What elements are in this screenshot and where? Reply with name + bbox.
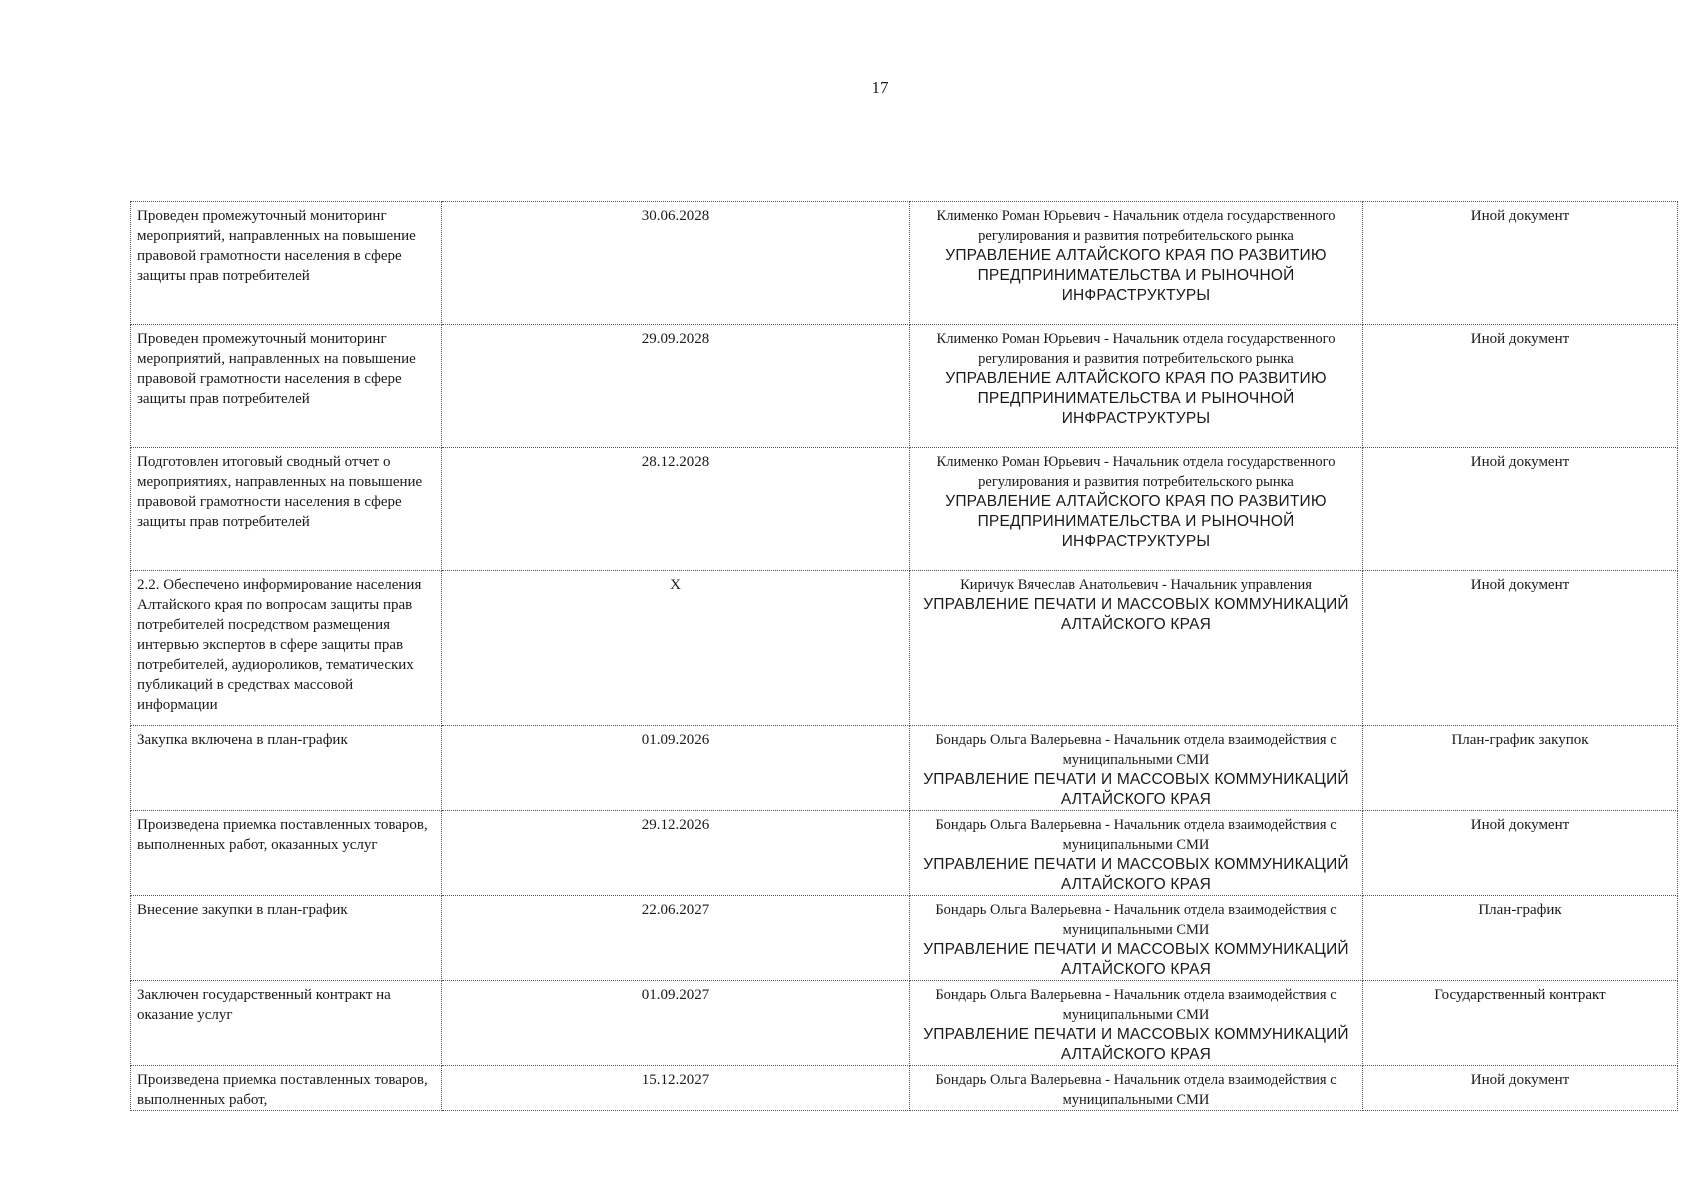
event-cell: Заключен государственный контракт на оказание услуг (131, 981, 442, 1066)
table-row (131, 726, 1678, 811)
event-cell: 2.2. Обеспечено информирование населения Алтайского края по вопросам защиты прав потребителей посредством размещения интервью экспертов в сфере защиты прав потребителей, аудиороликов, тематических публикаций в средствах массовой информации (131, 571, 442, 726)
table-row (131, 981, 1678, 1066)
responsible-org: УПРАВЛЕНИЕ АЛТАЙСКОГО КРАЯ ПО РАЗВИТИЮ ПРЕДПРИНИМАТЕЛЬСТВА И РЫНОЧНОЙ ИНФРАСТРУКТУРЫ (945, 493, 1327, 550)
document-type-cell: Иной документ (1363, 325, 1678, 448)
responsible-cell (910, 896, 1363, 981)
responsible-person: Бондарь Ольга Валерьевна - Начальник отдела взаимодействия с муниципальными СМИ (935, 732, 1337, 768)
responsible-cell (910, 448, 1363, 571)
responsible-org: УПРАВЛЕНИЕ ПЕЧАТИ И МАССОВЫХ КОММУНИКАЦИЙ АЛТАЙСКОГО КРАЯ (923, 771, 1349, 808)
responsible-person: Бондарь Ольга Валерьевна - Начальник отдела взаимодействия с муниципальными СМИ (935, 817, 1337, 853)
document-type-cell: Иной документ (1363, 811, 1678, 896)
table-row (131, 896, 1678, 981)
event-cell: Закупка включена в план-график (131, 726, 442, 811)
responsible-person: Клименко Роман Юрьевич - Начальник отдела государственного регулирования и развития потребительского рынка (936, 454, 1336, 490)
date-cell: 01.09.2027 (442, 981, 910, 1066)
document-type-cell: План-график (1363, 896, 1678, 981)
document-type-cell: Иной документ (1363, 1066, 1678, 1111)
responsible-cell (910, 981, 1363, 1066)
event-cell: Проведен промежуточный мониторинг мероприятий, направленных на повышение правовой грамотности населения в сфере защиты прав потребителей (131, 325, 442, 448)
table-row (131, 202, 1678, 325)
responsible-person: Клименко Роман Юрьевич - Начальник отдела государственного регулирования и развития потребительского рынка (936, 208, 1336, 244)
responsible-cell (910, 571, 1363, 726)
responsible-person: Бондарь Ольга Валерьевна - Начальник отдела взаимодействия с муниципальными СМИ (935, 1072, 1337, 1108)
responsible-org: УПРАВЛЕНИЕ ПЕЧАТИ И МАССОВЫХ КОММУНИКАЦИЙ АЛТАЙСКОГО КРАЯ (923, 941, 1349, 978)
date-cell: 01.09.2026 (442, 726, 910, 811)
event-cell: Подготовлен итоговый сводный отчет о мероприятиях, направленных на повышение правовой грамотности населения в сфере защиты прав потребителей (131, 448, 442, 571)
responsible-person: Бондарь Ольга Валерьевна - Начальник отдела взаимодействия с муниципальными СМИ (935, 902, 1337, 938)
date-cell: X (442, 571, 910, 726)
responsible-org: УПРАВЛЕНИЕ ПЕЧАТИ И МАССОВЫХ КОММУНИКАЦИЙ АЛТАЙСКОГО КРАЯ (923, 1026, 1349, 1063)
date-cell: 29.12.2026 (442, 811, 910, 896)
responsible-org: УПРАВЛЕНИЕ ПЕЧАТИ И МАССОВЫХ КОММУНИКАЦИЙ АЛТАЙСКОГО КРАЯ (923, 856, 1349, 893)
date-cell: 28.12.2028 (442, 448, 910, 571)
date-cell: 15.12.2027 (442, 1066, 910, 1111)
responsible-org: УПРАВЛЕНИЕ АЛТАЙСКОГО КРАЯ ПО РАЗВИТИЮ ПРЕДПРИНИМАТЕЛЬСТВА И РЫНОЧНОЙ ИНФРАСТРУКТУРЫ (945, 247, 1327, 304)
document-type-cell: Иной документ (1363, 448, 1678, 571)
table-row (131, 325, 1678, 448)
document-type-cell: Государственный контракт (1363, 981, 1678, 1066)
responsible-cell (910, 1066, 1363, 1111)
responsible-cell (910, 325, 1363, 448)
table-row (131, 571, 1678, 726)
date-cell: 29.09.2028 (442, 325, 910, 448)
document-type-cell: План-график закупок (1363, 726, 1678, 811)
responsible-cell (910, 811, 1363, 896)
date-cell: 30.06.2028 (442, 202, 910, 325)
document-type-cell: Иной документ (1363, 571, 1678, 726)
responsible-org: УПРАВЛЕНИЕ ПЕЧАТИ И МАССОВЫХ КОММУНИКАЦИЙ АЛТАЙСКОГО КРАЯ (923, 596, 1349, 633)
table-row (131, 448, 1678, 571)
event-cell: Произведена приемка поставленных товаров, выполненных работ, оказанных услуг (131, 811, 442, 896)
table-row (131, 1066, 1678, 1111)
responsible-org: УПРАВЛЕНИЕ АЛТАЙСКОГО КРАЯ ПО РАЗВИТИЮ ПРЕДПРИНИМАТЕЛЬСТВА И РЫНОЧНОЙ ИНФРАСТРУКТУРЫ (945, 370, 1327, 427)
event-cell: Проведен промежуточный мониторинг мероприятий, направленных на повышение правовой грамотности населения в сфере защиты прав потребителей (131, 202, 442, 325)
plan-table (130, 201, 1678, 1111)
date-cell: 22.06.2027 (442, 896, 910, 981)
responsible-person: Бондарь Ольга Валерьевна - Начальник отдела взаимодействия с муниципальными СМИ (935, 987, 1337, 1023)
event-cell: Произведена приемка поставленных товаров, выполненных работ, (131, 1066, 442, 1111)
page-number: 17 (871, 78, 889, 97)
responsible-cell (910, 202, 1363, 325)
responsible-person: Киричук Вячеслав Анатольевич - Начальник управления (960, 577, 1312, 593)
responsible-person: Клименко Роман Юрьевич - Начальник отдела государственного регулирования и развития потребительского рынка (936, 331, 1336, 367)
table-row (131, 811, 1678, 896)
document-type-cell: Иной документ (1363, 202, 1678, 325)
event-cell: Внесение закупки в план-график (131, 896, 442, 981)
responsible-cell (910, 726, 1363, 811)
